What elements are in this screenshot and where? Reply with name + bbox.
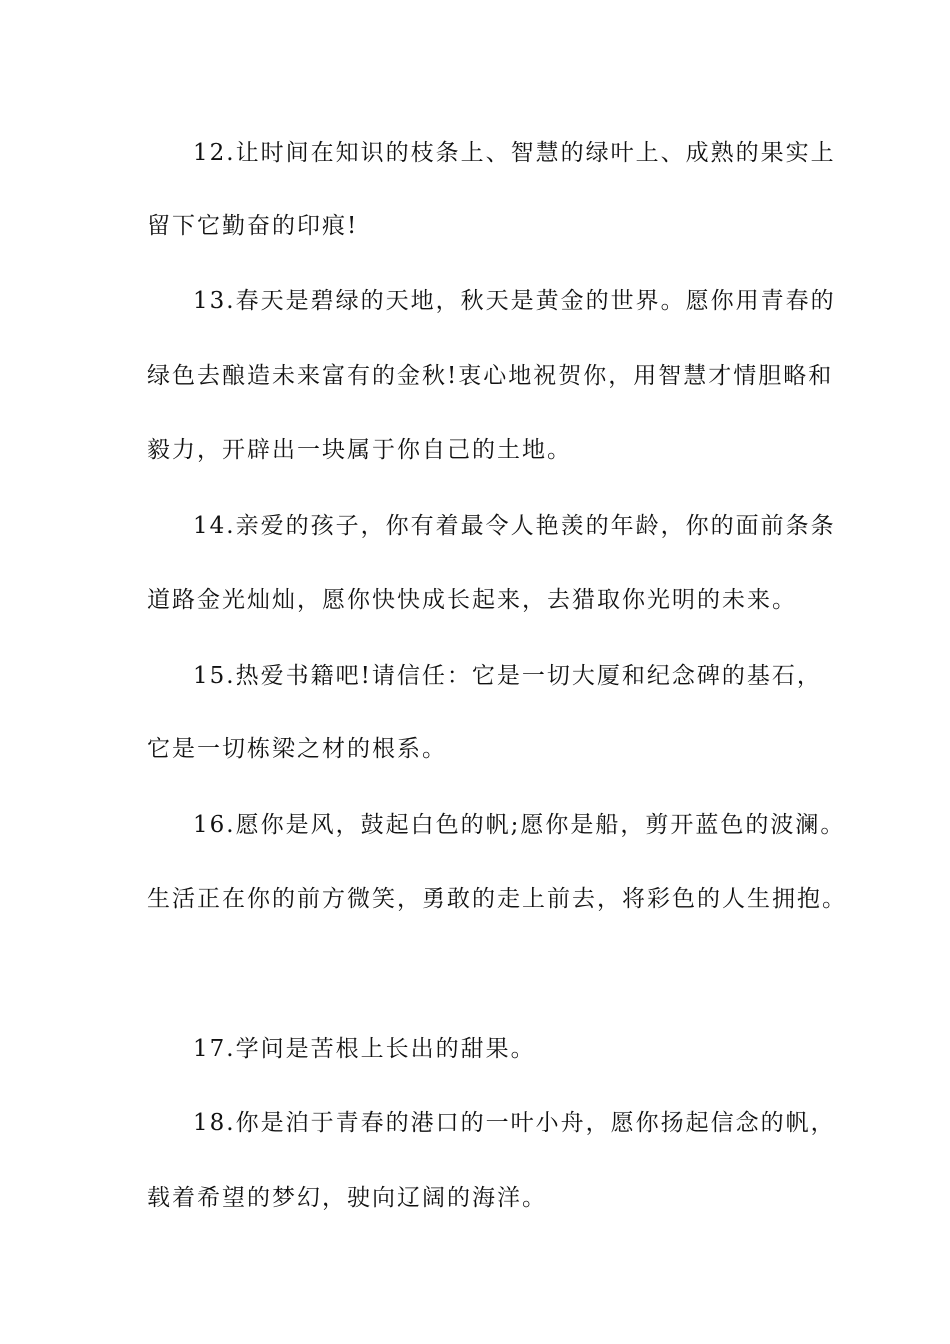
paragraph-16-line-2: 生活正在你的前方微笑，勇敢的走上前去，将彩色的人生拥抱。 [147,886,847,912]
paragraph-13-line-2: 绿色去酿造未来富有的金秋!衷心地祝贺你，用智慧才情胆略和 [147,363,834,389]
paragraph-18-line-2: 载着希望的梦幻，驶向辽阔的海洋。 [147,1185,547,1211]
paragraph-17-line-1: 17.学问是苦根上长出的甜果。 [193,1036,536,1062]
paragraph-14-line-1: 14.亲爱的孩子，你有着最令人艳羡的年龄，你的面前条条 [193,513,836,539]
paragraph-13-line-1: 13.春天是碧绿的天地，秋天是黄金的世界。愿你用青春的 [193,288,836,314]
paragraph-16-line-1: 16.愿你是风，鼓起白色的帆;愿你是船，剪开蓝色的波澜。 [193,812,846,838]
paragraph-13-line-3: 毅力，开辟出一块属于你自己的土地。 [147,437,572,463]
paragraph-18-line-1: 18.你是泊于青春的港口的一叶小舟，愿你扬起信念的帆， [193,1110,836,1136]
paragraph-15-line-1: 15.热爱书籍吧!请信任：它是一切大厦和纪念碑的基石， [193,663,822,689]
paragraph-12-line-1: 12.让时间在知识的枝条上、智慧的绿叶上、成熟的果实上 [193,140,836,166]
paragraph-15-line-2: 它是一切栋梁之材的根系。 [147,736,447,762]
paragraph-12-line-2: 留下它勤奋的印痕! [147,213,359,239]
paragraph-14-line-2: 道路金光灿灿，愿你快快成长起来，去猎取你光明的未来。 [147,587,797,613]
